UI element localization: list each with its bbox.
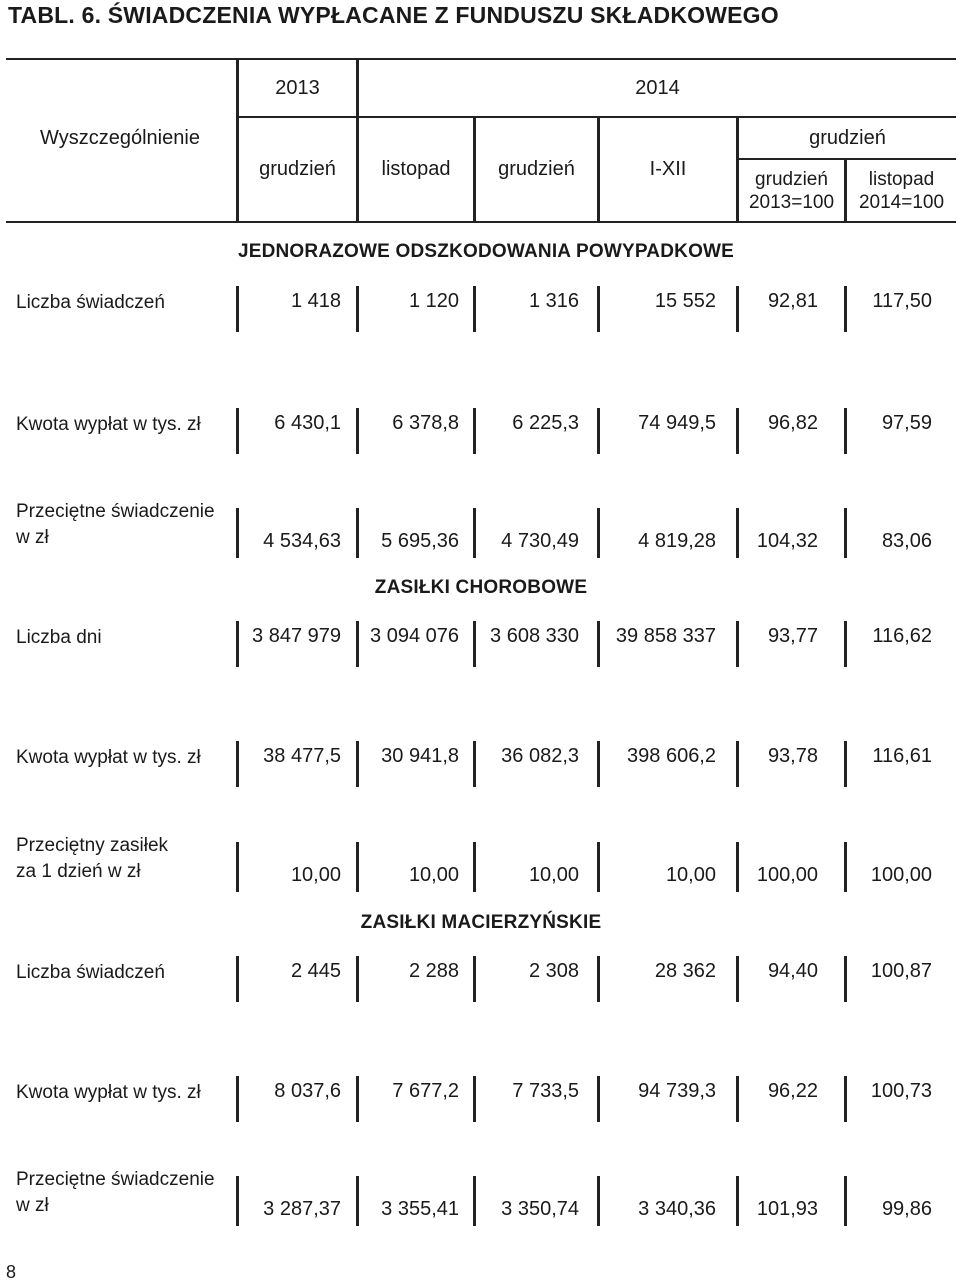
table-cell: 3 847 979 [252, 625, 341, 647]
table-cell: 83,06 [881, 530, 932, 552]
index-header-line2: 2014=100 [858, 192, 945, 213]
row-label [16, 1167, 215, 1219]
row-label [16, 625, 102, 651]
table-cell: 104,32 [756, 530, 818, 552]
table-cell: 92,81 [767, 290, 818, 312]
row-label [16, 290, 165, 316]
row-label [16, 412, 201, 438]
table-cell: 15 552 [654, 290, 716, 312]
row-vline [597, 408, 600, 454]
table-cell: 116,61 [872, 745, 932, 767]
header-bottom-rule [6, 221, 956, 223]
table-cell: 74 949,5 [638, 412, 716, 434]
table-cell: 96,22 [767, 1080, 818, 1102]
table-cell: 10,00 [408, 864, 459, 886]
table-cell: 1 120 [408, 290, 459, 312]
col-header-grudzien-2013: grudzień [259, 158, 336, 180]
table-cell: 10,00 [665, 864, 716, 886]
table-cell: 1 418 [290, 290, 341, 312]
row-vline [597, 621, 600, 667]
row-vline [597, 842, 600, 892]
table-cell: 6 378,8 [392, 412, 459, 434]
table-cell: 3 608 330 [490, 625, 579, 647]
table-cell: 3 094 076 [370, 625, 459, 647]
row-label-line1: Kwota wypłat w tys. zł [16, 1082, 201, 1103]
table-cell: 6 430,1 [274, 412, 341, 434]
col-header-listopad-2014: listopad [381, 158, 451, 180]
table-cell: 36 082,3 [501, 745, 579, 767]
col-group-header-grudzien: grudzień [809, 127, 886, 149]
table-cell: 99,86 [881, 1198, 932, 1220]
table-cell: 93,78 [767, 745, 818, 767]
row-label-line2: w zł [16, 1195, 49, 1216]
row-vline [597, 956, 600, 1002]
row-label [16, 1080, 201, 1106]
table-cell: 2 445 [290, 960, 341, 982]
section-title: ZASIŁKI MACIERZYŃSKIE [360, 912, 602, 933]
table-cell: 5 695,36 [381, 530, 459, 552]
table-cell: 2 288 [408, 960, 459, 982]
row-label-line2: za 1 dzień w zł [16, 861, 141, 882]
table-cell: 10,00 [290, 864, 341, 886]
header-top-rule [6, 58, 956, 60]
table-cell: 100,00 [870, 864, 932, 886]
table-cell: 93,77 [767, 625, 818, 647]
row-label-line2: w zł [16, 527, 49, 548]
table-cell: 7 733,5 [512, 1080, 579, 1102]
row-label-line1: Przeciętny zasiłek [16, 835, 169, 856]
table-cell: 94 739,3 [638, 1080, 716, 1102]
col-header-index-listopad-2014 [847, 168, 956, 214]
row-label-line1: Kwota wypłat w tys. zł [16, 414, 201, 435]
table-cell: 7 677,2 [392, 1080, 459, 1102]
row-label-line1: Przeciętne świadczenie [16, 501, 215, 522]
index-header-line1: grudzień [755, 169, 828, 190]
row-label [16, 960, 165, 986]
table-cell: 30 941,8 [381, 745, 459, 767]
table-cell: 3 350,74 [501, 1198, 579, 1220]
row-label-line1: Przeciętne świadczenie [16, 1169, 215, 1190]
row-vline [597, 286, 600, 332]
row-label-line1: Kwota wypłat w tys. zł [16, 747, 201, 768]
table-cell: 4 819,28 [638, 530, 716, 552]
col-header-index-grudzien-2013 [739, 168, 844, 214]
row-label-line1: Liczba świadczeń [16, 962, 165, 983]
table-cell: 4 730,49 [501, 530, 579, 552]
section-title: JEDNORAZOWE ODSZKODOWANIA POWYPADKOWE [237, 241, 735, 262]
table-cell: 10,00 [528, 864, 579, 886]
table-cell: 2 308 [528, 960, 579, 982]
year-2014-header: 2014 [635, 77, 680, 99]
table-cell: 1 316 [528, 290, 579, 312]
row-vline [597, 741, 600, 787]
table-cell: 116,62 [872, 625, 932, 647]
table-cell: 101,93 [756, 1198, 818, 1220]
row-label-line1: Liczba świadczeń [16, 292, 165, 313]
index-header-line1: listopad [868, 169, 935, 190]
table-cell: 100,73 [870, 1080, 932, 1102]
table-cell: 3 340,36 [638, 1198, 716, 1220]
year-divider-rule [236, 116, 956, 118]
table-cell: 8 037,6 [274, 1080, 341, 1102]
row-vline [597, 1076, 600, 1122]
row-vline [597, 1176, 600, 1226]
table-cell: 39 858 337 [615, 625, 716, 647]
index-header-line2: 2013=100 [748, 192, 835, 213]
table-cell: 117,50 [872, 290, 932, 312]
row-label [16, 499, 215, 551]
column-header-label: Wyszczególnienie [40, 127, 200, 149]
table-cell: 3 355,41 [381, 1198, 459, 1220]
col-header-grudzien-2014: grudzień [498, 158, 575, 180]
table-cell: 100,00 [756, 864, 818, 886]
col-header-i-xii: I-XII [649, 158, 687, 180]
table-cell: 96,82 [767, 412, 818, 434]
row-label-line1: Liczba dni [16, 627, 102, 648]
row-label [16, 833, 168, 885]
year-2013-header: 2013 [275, 77, 320, 99]
row-label [16, 745, 201, 771]
table-cell: 97,59 [881, 412, 932, 434]
table-cell: 100,87 [870, 960, 932, 982]
section-title: ZASIŁKI CHOROBOWE [374, 577, 588, 598]
row-vline [597, 508, 600, 558]
page-number: 8 [6, 1262, 17, 1282]
table-cell: 398 606,2 [627, 745, 716, 767]
table-cell: 38 477,5 [263, 745, 341, 767]
table-cell: 94,40 [767, 960, 818, 982]
table-cell: 4 534,63 [263, 530, 341, 552]
table-title: TABL. 6. ŚWIADCZENIA WYPŁACANE Z FUNDUSZU SKŁADKOWEGO [8, 2, 779, 28]
table-cell: 28 362 [654, 960, 716, 982]
table-cell: 6 225,3 [512, 412, 579, 434]
table-cell: 3 287,37 [263, 1198, 341, 1220]
